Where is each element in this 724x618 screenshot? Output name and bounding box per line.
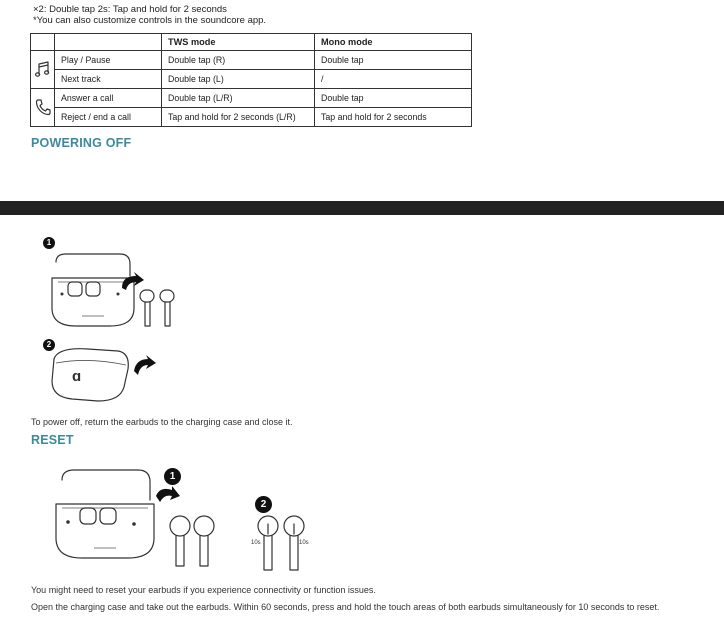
mono-cell: Tap and hold for 2 seconds [315,108,472,127]
reset-instruction-text: Open the charging case and take out the earbuds. Within 60 seconds, press and hold the touch areas of both earbuds simultaneously for 10 seconds to reset. [31,602,660,612]
table-row [31,108,472,127]
tws-cell: Double tap (L) [162,70,315,89]
page-divider [0,201,724,215]
open-case-illustration [48,250,198,335]
power-off-instruction: To power off, return the earbuds to the charging case and close it. [31,417,293,427]
tws-cell: Double tap (L/R) [162,89,315,108]
header-action-cell [55,34,162,51]
case-logo: ɑ [72,368,82,385]
reset-step-2-badge: 2 [255,496,272,513]
table-row [31,51,472,70]
note-double-tap: ×2: Double tap 2s: Tap and hold for 2 seconds [33,4,227,15]
action-cell: Answer a call [55,89,162,108]
action-cell: Next track [55,70,162,89]
note-customize: *You can also customize controls in the soundcore app. [33,15,267,26]
table-row [31,70,472,89]
tws-cell: Tap and hold for 2 seconds (L/R) [162,108,315,127]
music-note-icon [31,51,55,89]
closed-case-illustration [48,345,158,405]
tws-cell: Double tap (R) [162,51,315,70]
power-off-step-2-badge: 2 [43,339,55,351]
powering-off-heading: POWERING OFF [31,136,132,150]
phone-icon [31,89,55,127]
header-mono-mode: Mono mode [315,34,472,51]
action-cell: Play / Pause [55,51,162,70]
action-cell: Reject / end a call [55,108,162,127]
table-header-row [31,34,472,51]
mono-cell: Double tap [315,51,472,70]
timer-right-label: 10s [299,540,309,546]
power-off-step-1-badge: 1 [43,237,55,249]
reset-heading: RESET [31,433,74,447]
timer-left-label: 10s [251,540,261,546]
controls-table [30,33,472,127]
reset-case-illustration [52,462,222,572]
table-row [31,89,472,108]
mono-cell: / [315,70,472,89]
reset-step-1-badge: 1 [164,468,181,485]
mono-cell: Double tap [315,89,472,108]
header-icon-cell [31,34,55,51]
header-tws-mode: TWS mode [162,34,315,51]
reset-reason-text: You might need to reset your earbuds if you experience connectivity or function issues. [31,585,376,595]
